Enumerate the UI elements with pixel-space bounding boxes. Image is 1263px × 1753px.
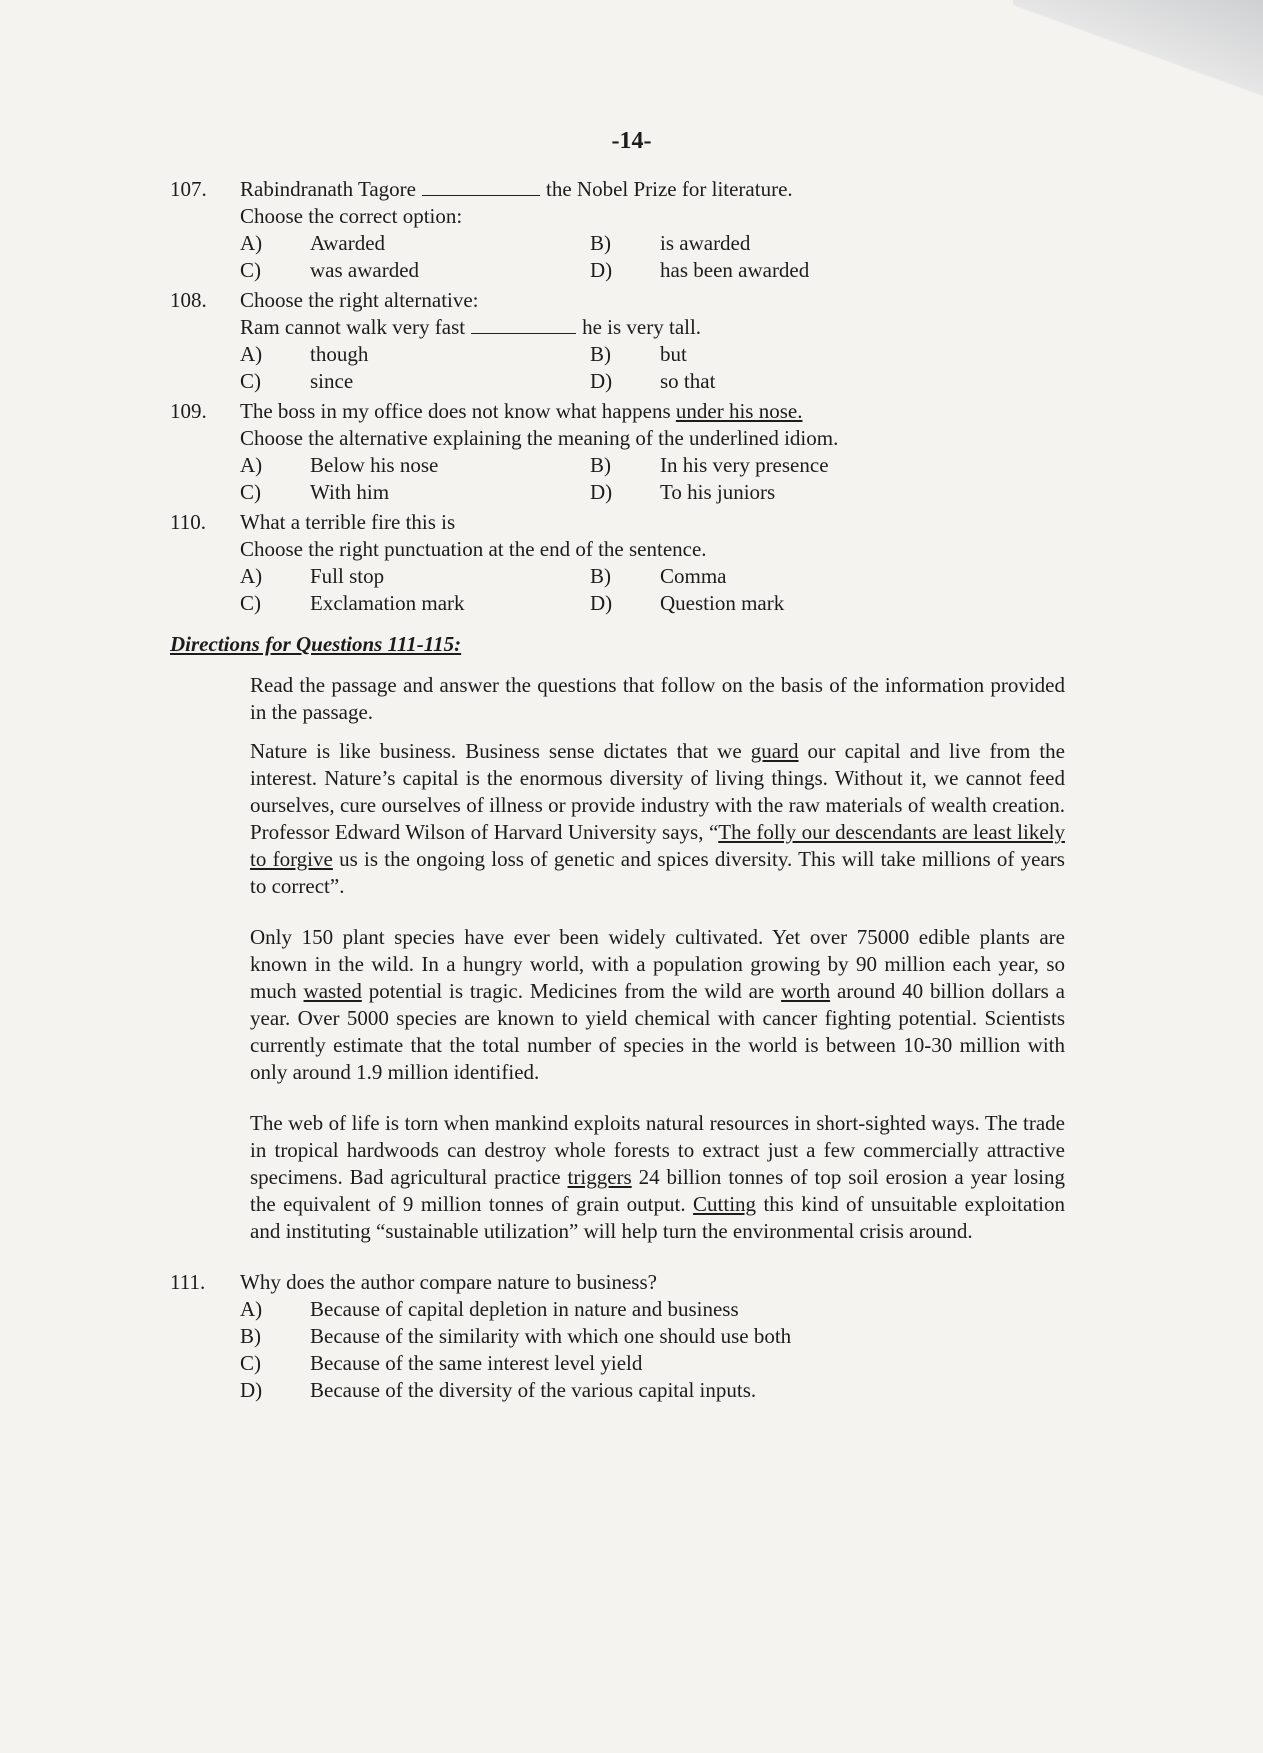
question-107 (170, 176, 1070, 284)
question-number: 107. (170, 177, 207, 201)
option-letter: D) (590, 258, 613, 282)
question-111 (170, 1269, 1070, 1404)
question-stem: What a terrible fire this is (240, 510, 456, 534)
question-instruction: Choose the correct option: (240, 204, 463, 228)
passage-paragraph-2: Only 150 plant species have ever been widely cultivated. Yet over 75000 edible plants are known in the wild. In a hungry world, with a population growing by 90 million each year, so much wasted potential is tragic. Medicines from the wild are worth around 40 billion dollars a year. Over 5000 species are known to yield chemical with cancer fighting potential. Scientists currently estimate that the total number of species in the world is between 10-30 million with only around 1.9 million identified. (250, 925, 1066, 1084)
option-text: Exclamation mark (310, 591, 465, 615)
option-text: With him (310, 480, 390, 504)
answer-blank (471, 315, 576, 334)
option-letter: D) (240, 1378, 263, 1402)
question-stem: Rabindranath Tagore the Nobel Prize for literature. (240, 177, 793, 201)
underlined-phrase: The folly our descendants are least likely to forgive (250, 820, 1065, 871)
question-number: 108. (170, 288, 207, 312)
question-instruction: Choose the alternative explaining the meaning of the underlined idiom. (240, 426, 839, 450)
option-letter: A) (240, 1297, 263, 1321)
option-letter: C) (240, 1351, 261, 1375)
question-number: 110. (170, 510, 206, 534)
options-grid (240, 563, 1070, 617)
option-text: but (660, 342, 687, 366)
question-number: 111. (170, 1270, 206, 1294)
question-stem: The boss in my office does not know what happens under his nose. (240, 399, 803, 423)
option-text: In his very presence (660, 453, 829, 477)
question-number: 109. (170, 399, 207, 423)
option-text: Below his nose (310, 453, 439, 477)
option-letter: A) (240, 564, 263, 588)
page-corner-shadow (1013, 0, 1263, 120)
option-letter: A) (240, 231, 263, 255)
question-instruction: Choose the right alternative: (240, 288, 479, 312)
underlined-word: guard (750, 739, 799, 763)
question-108 (170, 287, 1070, 395)
option-letter: B) (590, 564, 611, 588)
options-grid (240, 341, 1070, 395)
option-letter: A) (240, 342, 263, 366)
answer-blank (422, 177, 540, 196)
option-letter: C) (240, 369, 261, 393)
underlined-word: worth (781, 979, 831, 1003)
option-letter: D) (590, 480, 613, 504)
option-letter: B) (590, 231, 611, 255)
option-text: Because of the similarity with which one should use both (310, 1324, 792, 1348)
underlined-word: Cutting (693, 1192, 757, 1216)
option-letter: C) (240, 591, 261, 615)
option-letter: B) (590, 342, 611, 366)
underlined-word: wasted (303, 979, 362, 1003)
question-110 (170, 509, 1070, 617)
option-text: Awarded (310, 231, 386, 255)
option-text: though (310, 342, 369, 366)
option-letter: D) (590, 591, 613, 615)
question-instruction: Choose the right punctuation at the end of the sentence. (240, 537, 707, 561)
option-text: has been awarded (660, 258, 810, 282)
option-text: is awarded (660, 231, 751, 255)
passage-paragraph-3: The web of life is torn when mankind exploits natural resources in short-sighted ways. The trade in tropical hardwoods can destroy whole forests to extract just a few commercially attractive specimens. Bad agricultural practice triggers 24 billion tonnes of top soil erosion a year losing the equivalent of 9 million tonnes of grain output. Cutting this kind of unsuitable exploitation and instituting “sustainable utilization” will help turn the environmental crisis around. (250, 1111, 1065, 1243)
underlined-word: triggers (567, 1165, 632, 1189)
options-grid (240, 452, 1070, 506)
question-109 (170, 398, 1070, 506)
directions-heading: Directions for Questions 111-115: (170, 632, 462, 656)
option-text: To his juniors (660, 480, 776, 504)
option-letter: A) (240, 453, 263, 477)
underlined-idiom: under his nose. (675, 399, 803, 423)
options-grid (240, 230, 1070, 284)
question-stem: Ram cannot walk very fast he is very tall. (240, 315, 702, 339)
option-text: since (310, 369, 354, 393)
option-text: Because of the diversity of the various capital inputs. (310, 1378, 757, 1402)
option-text: Question mark (660, 591, 785, 615)
option-text: Comma (660, 564, 727, 588)
option-letter: D) (590, 369, 613, 393)
question-stem: Why does the author compare nature to business? (240, 1270, 657, 1294)
directions-instruction: Read the passage and answer the questions that follow on the basis of the information provided in the passage. (250, 673, 1065, 724)
option-text: so that (660, 369, 716, 393)
option-text: Because of the same interest level yield (310, 1351, 643, 1375)
passage-paragraph-1: Nature is like business. Business sense dictates that we guard our capital and live from the interest. Nature’s capital is the enormous diversity of living things. Without it, we cannot feed ourselves, cure ourselves of illness or provide industry with the raw materials of wealth creation. Professor Edward Wilson of Harvard University says, “The folly our descendants are least likely to forgive us is the ongoing loss of genetic and spices diversity. This will take millions of years to correct”. (250, 739, 1065, 898)
option-letter: B) (240, 1324, 261, 1348)
option-text: Because of capital depletion in nature and business (310, 1297, 739, 1321)
option-text: Full stop (310, 564, 385, 588)
option-text: was awarded (310, 258, 420, 282)
options-list (240, 1296, 1070, 1404)
option-letter: C) (240, 480, 261, 504)
page-number: -14- (611, 128, 652, 154)
option-letter: B) (590, 453, 611, 477)
option-letter: C) (240, 258, 261, 282)
question-content (170, 176, 1070, 1407)
